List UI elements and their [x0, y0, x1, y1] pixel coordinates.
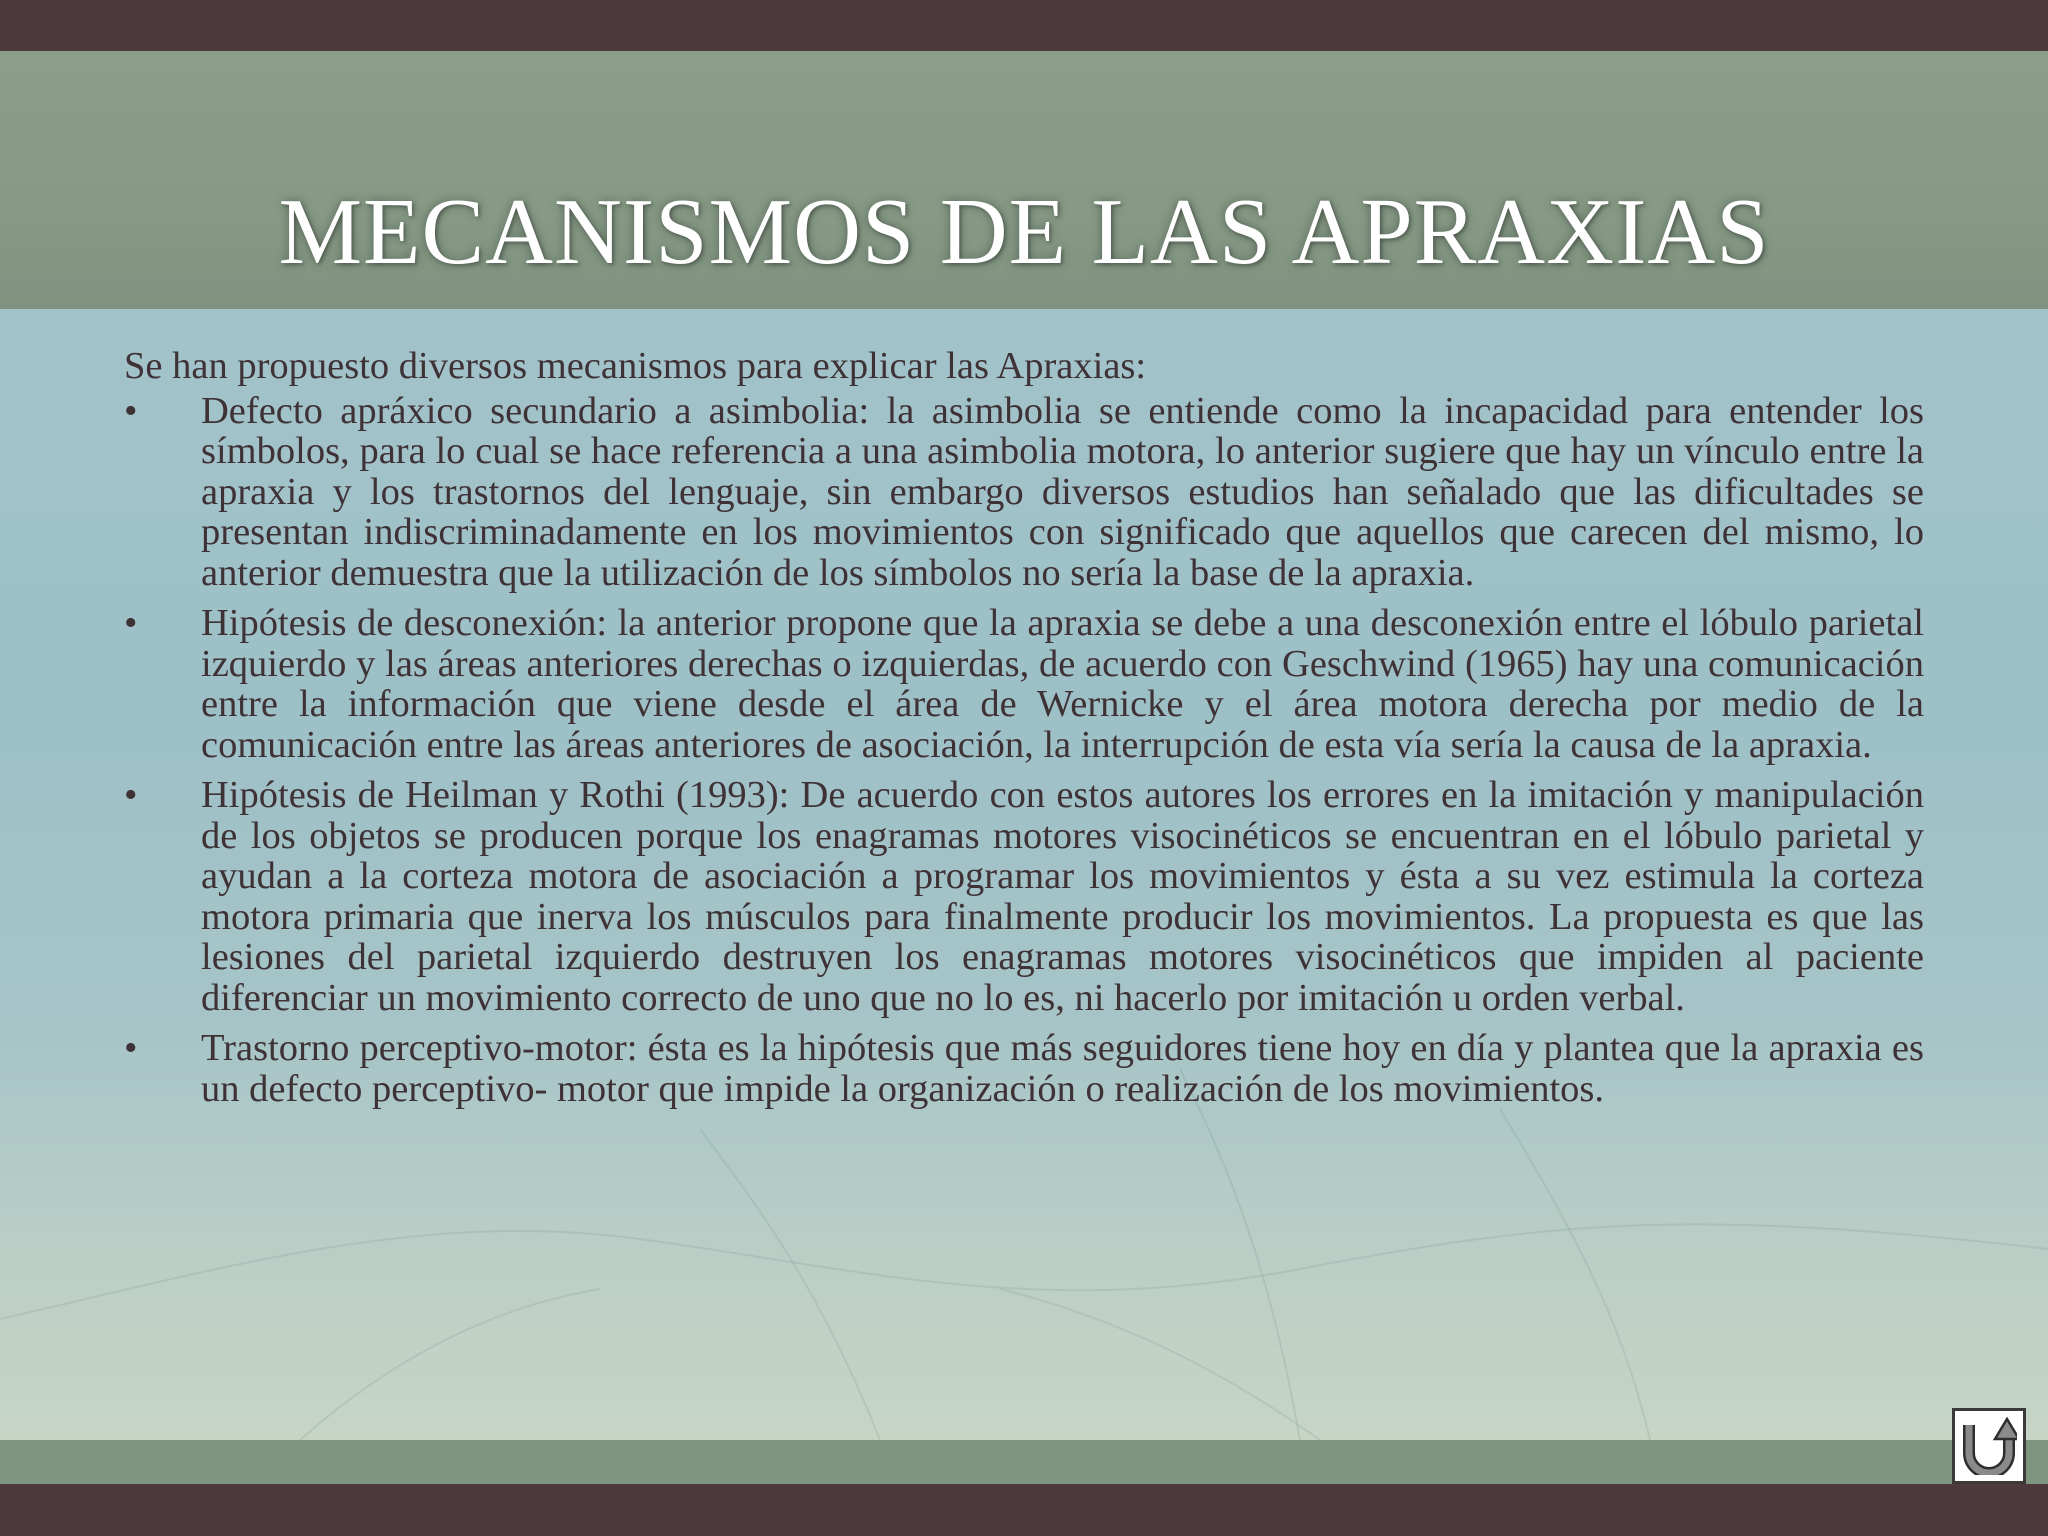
bullet-item-asimbolia [124, 391, 1924, 594]
bullet-list [124, 391, 1924, 1110]
bullet-text-heilman-rothi: Hipótesis de Heilman y Rothi (1993): De acuerdo con estos autores los errores en la imitación y manipulación de los objetos se producen porque los enagramas motores visocinéticos se encuentran en el lóbulo parietal y ayudan a la corteza motora de asociación a programar los movimientos y ésta a su vez estimula la corteza motora primaria que inerva los músculos para finalmente producir los movimientos. La propuesta es que las lesiones del parietal izquierdo destruyen los enagramas motores visocinéticos que impiden al paciente diferenciar un movimiento correcto de uno que no lo es, ni hacerlo por imitación u orden verbal. [201, 774, 1924, 1019]
slide-body [124, 346, 1924, 1119]
slide-title: MECANISMOS DE LAS APRAXIAS [278, 180, 1770, 284]
bullet-marker: • [124, 389, 138, 432]
bullet-text-asimbolia: Defecto apráxico secundario a asimbolia: la asimbolia se entiende como la incapacidad para entender los símbolos, para lo cual se hace referencia a una asimbolia motora, lo anterior sugiere que hay un vínculo entre la apraxia y los trastornos del lenguaje, sin embargo diversos estudios han señalado que las dificultades se presentan indiscriminadamente en los movimientos con significado que aquellos que carecen del mismo, lo anterior demuestra que la utilización de los símbolos no sería la base de la apraxia. [201, 389, 1924, 594]
bullet-marker: • [124, 1027, 138, 1069]
bullet-item-desconexion [124, 603, 1924, 765]
return-button[interactable] [1952, 1408, 2026, 1484]
bullet-marker: • [124, 602, 138, 644]
bullet-marker: • [124, 774, 138, 816]
bullet-text-perceptivo-motor: Trastorno perceptivo-motor: ésta es la hipótesis que más seguidores tiene hoy en día y plantea que la apraxia es un defecto perceptivo- motor que impide la organización o realización de los movimientos. [201, 1027, 1924, 1110]
bullet-item-heilman-rothi [124, 775, 1924, 1018]
bullet-item-perceptivo-motor [124, 1028, 1924, 1109]
top-frame-bar [0, 0, 2048, 51]
intro-text: Se han propuesto diversos mecanismos para explicar las Apraxias: [124, 345, 1147, 387]
bottom-frame-bar [0, 1484, 2048, 1536]
return-arrow-icon [1961, 1417, 2017, 1475]
bullet-text-desconexion: Hipótesis de desconexión: la anterior propone que la apraxia se debe a una desconexión entre el lóbulo parietal izquierdo y las áreas anteriores derechas o izquierdas, de acuerdo con Geschwind (1965) hay una comunicación entre la información que viene desde el área de Wernicke y el área motora derecha por medio de la comunicación entre las áreas anteriores de asociación, la interrupción de esta vía sería la causa de la apraxia. [201, 602, 1924, 766]
footer-band [0, 1440, 2048, 1484]
